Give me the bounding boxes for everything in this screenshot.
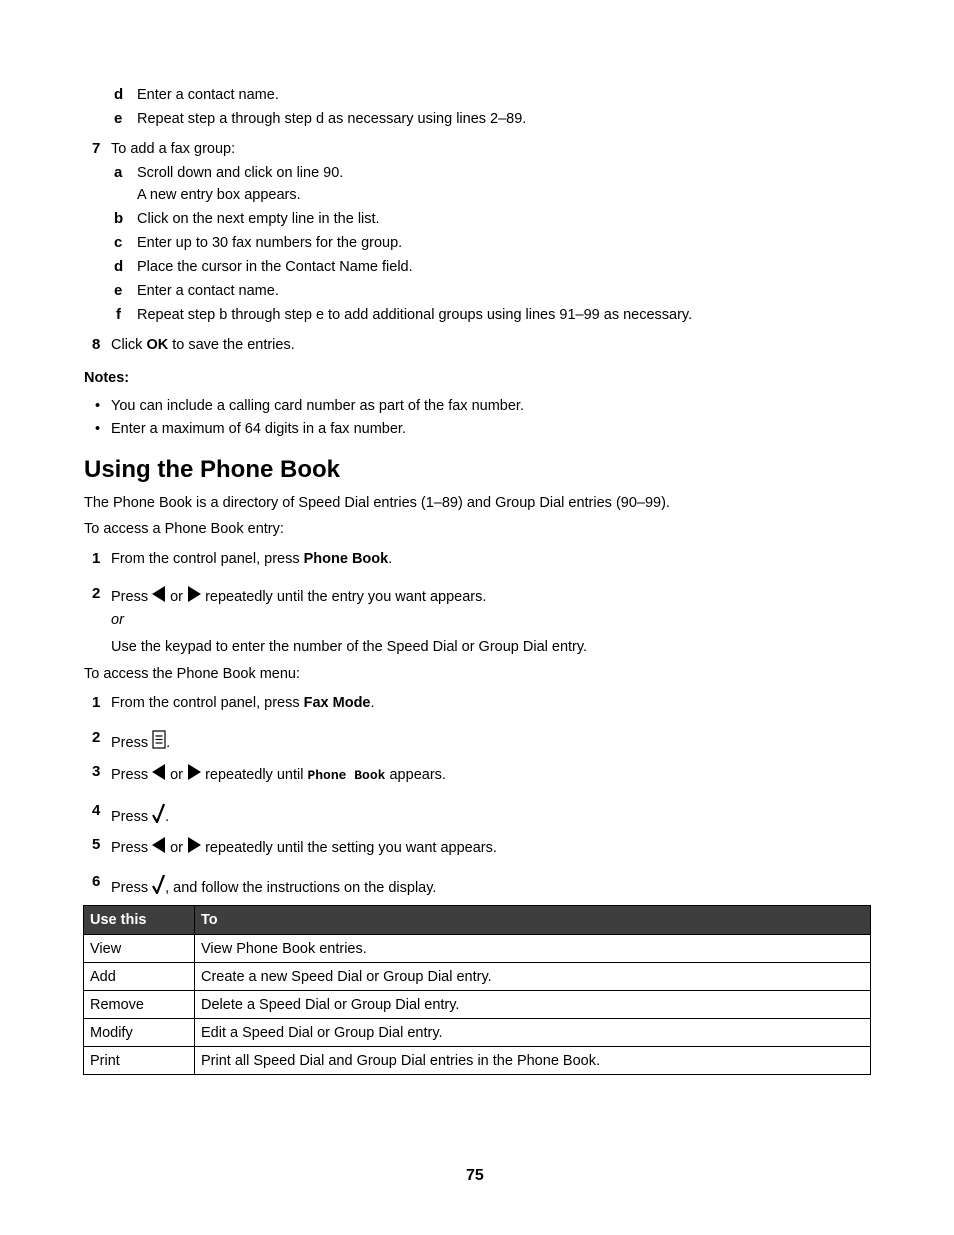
alt-text: Use the keypad to enter the number of the Speed Dial or Group Dial entry. [111, 639, 588, 655]
step-text: To add a fax group: [111, 141, 236, 157]
ok-keyword: OK [146, 337, 169, 353]
substep-text: Place the cursor in the Contact Name field. [137, 259, 413, 275]
table-cell: Print all Speed Dial and Group Dial entries in the Phone Book. [195, 1047, 871, 1075]
step-text: Click OK to save the entries. [111, 337, 295, 353]
section-intro: The Phone Book is a directory of Speed Dial entries (1–89) and Group Dial entries (90–99). [84, 495, 670, 511]
right-arrow-icon [187, 586, 201, 602]
step-text: Enter a contact name. [137, 87, 279, 103]
step-number: 4 [92, 802, 101, 819]
right-arrow-icon [187, 837, 201, 853]
substep-label: b [114, 210, 124, 227]
step-number: 2 [92, 585, 101, 602]
substep-text: Enter a contact name. [137, 283, 279, 299]
substep-label: d [114, 258, 124, 275]
table-cell: View Phone Book entries. [195, 935, 871, 963]
or-text: or [111, 612, 124, 628]
left-arrow-icon [152, 837, 166, 853]
step-label: d [114, 86, 124, 103]
table-cell: Modify [84, 1019, 195, 1047]
table-row [84, 1047, 871, 1075]
substep-label: e [114, 282, 123, 299]
step-text: Press . [111, 803, 169, 825]
step-number: 7 [92, 140, 101, 157]
table-cell: Print [84, 1047, 195, 1075]
right-arrow-icon [187, 764, 201, 780]
section-heading: Using the Phone Book [84, 456, 341, 483]
substep-label: f [116, 306, 121, 323]
note-item: You can include a calling card number as part of the fax number. [111, 398, 524, 414]
step-number: 3 [92, 763, 101, 780]
step-text: From the control panel, press Fax Mode. [111, 695, 375, 711]
checkmark-icon [152, 874, 165, 894]
table-header-row [84, 906, 871, 935]
substep-label: a [114, 164, 123, 181]
menu-icon [152, 730, 166, 749]
notes-title: Notes: [84, 370, 130, 386]
step-text: Repeat step a through step d as necessary using lines 2–89. [137, 111, 527, 127]
table-cell: Remove [84, 991, 195, 1019]
phone-book-menu-table [83, 905, 871, 1075]
column-header: To [195, 906, 871, 935]
bullet-icon: • [95, 398, 101, 414]
phone-book-display-text: Phone Book [307, 768, 386, 783]
substep-extra: A new entry box appears. [137, 187, 301, 203]
step-number: 6 [92, 873, 101, 890]
step-label: e [114, 110, 123, 127]
table-row [84, 935, 871, 963]
step-number: 2 [92, 729, 101, 746]
table-cell: View [84, 935, 195, 963]
bullet-icon: • [95, 421, 101, 437]
page-number: 75 [466, 1167, 484, 1184]
substep-text: Enter up to 30 fax numbers for the group. [137, 235, 403, 251]
step-number: 1 [92, 550, 101, 567]
step-text: Press or repeatedly until the setting you want appears. [111, 837, 497, 856]
step-text: Press or repeatedly until the entry you want appears. [111, 586, 486, 605]
step-number: 8 [92, 336, 101, 353]
left-arrow-icon [152, 586, 166, 602]
table-cell: Edit a Speed Dial or Group Dial entry. [195, 1019, 871, 1047]
substep-label: c [114, 234, 123, 251]
table-cell: Create a new Speed Dial or Group Dial entry. [195, 963, 871, 991]
note-item: Enter a maximum of 64 digits in a fax number. [111, 421, 406, 437]
table-row [84, 963, 871, 991]
table-row [84, 991, 871, 1019]
column-header: Use this [84, 906, 195, 935]
substep-text: Scroll down and click on line 90. [137, 165, 344, 181]
table-cell: Add [84, 963, 195, 991]
checkmark-icon [152, 803, 165, 823]
step-text: From the control panel, press Phone Book. [111, 551, 393, 567]
table-row [84, 1019, 871, 1047]
left-arrow-icon [152, 764, 166, 780]
access-menu-text: To access the Phone Book menu: [84, 666, 301, 682]
step-number: 5 [92, 836, 101, 853]
table-cell: Delete a Speed Dial or Group Dial entry. [195, 991, 871, 1019]
step-text: Press , and follow the instructions on the display. [111, 874, 436, 896]
step-text: Press or repeatedly until Phone Book appears. [111, 764, 446, 783]
step-number: 1 [92, 694, 101, 711]
access-entry-text: To access a Phone Book entry: [84, 521, 284, 537]
step-text: Press . [111, 730, 170, 751]
substep-text: Click on the next empty line in the list. [137, 211, 380, 227]
substep-text: Repeat step b through step e to add additional groups using lines 91–99 as necessary. [137, 307, 693, 323]
